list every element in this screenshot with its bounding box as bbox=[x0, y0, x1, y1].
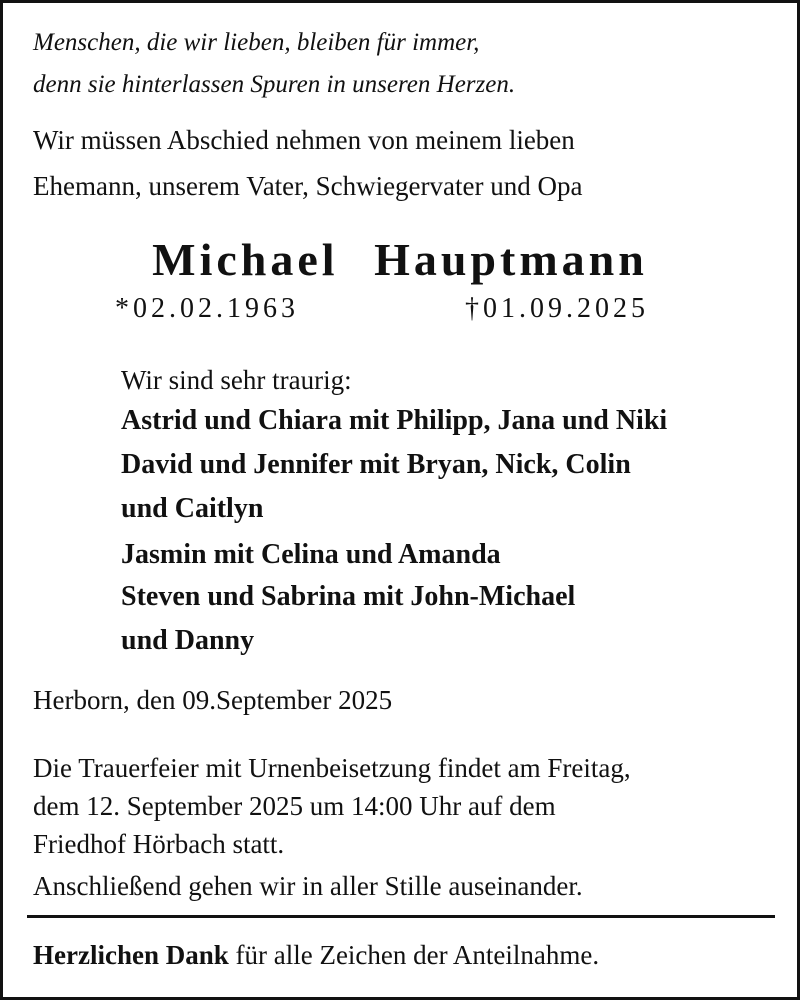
ceremony-line: Friedhof Hörbach statt. bbox=[33, 829, 285, 859]
thanks-rest: für alle Zeichen der Anteilnahme. bbox=[228, 940, 600, 970]
mourner-line: und Caitlyn bbox=[121, 493, 264, 524]
motto-line: denn sie hinterlassen Spuren in unseren Herzen. bbox=[33, 71, 516, 98]
mourner-line: Jasmin mit Celina und Amanda bbox=[121, 539, 501, 570]
place-date: Herborn, den 09.September 2025 bbox=[33, 685, 393, 715]
death-date: †01.09.2025 bbox=[465, 293, 649, 324]
deceased-name: Michael Hauptmann bbox=[152, 234, 648, 285]
intro-line: Ehemann, unserem Vater, Schwiegervater und Opa bbox=[33, 171, 583, 201]
divider bbox=[27, 915, 775, 918]
intro-line: Wir müssen Abschied nehmen von meinem lieben bbox=[33, 125, 575, 155]
mourner-line: Astrid und Chiara mit Philipp, Jana und Niki bbox=[121, 405, 668, 436]
mourner-line: und Danny bbox=[121, 625, 255, 656]
mourners-intro: Wir sind sehr traurig: bbox=[121, 365, 352, 395]
ceremony-line: dem 12. September 2025 um 14:00 Uhr auf dem bbox=[33, 791, 556, 821]
closing-line: Anschließend gehen wir in aller Stille auseinander. bbox=[33, 871, 583, 901]
ceremony-line: Die Trauerfeier mit Urnenbeisetzung findet am Freitag, bbox=[33, 753, 631, 783]
thanks-line bbox=[33, 940, 599, 971]
motto-line: Menschen, die wir lieben, bleiben für immer, bbox=[33, 29, 480, 56]
birth-date: *02.02.1963 bbox=[115, 293, 299, 324]
mourner-line: Steven und Sabrina mit John-Michael bbox=[121, 581, 576, 612]
mourner-line: David und Jennifer mit Bryan, Nick, Colin bbox=[121, 449, 631, 480]
thanks-bold: Herzlichen Dank bbox=[33, 940, 229, 970]
